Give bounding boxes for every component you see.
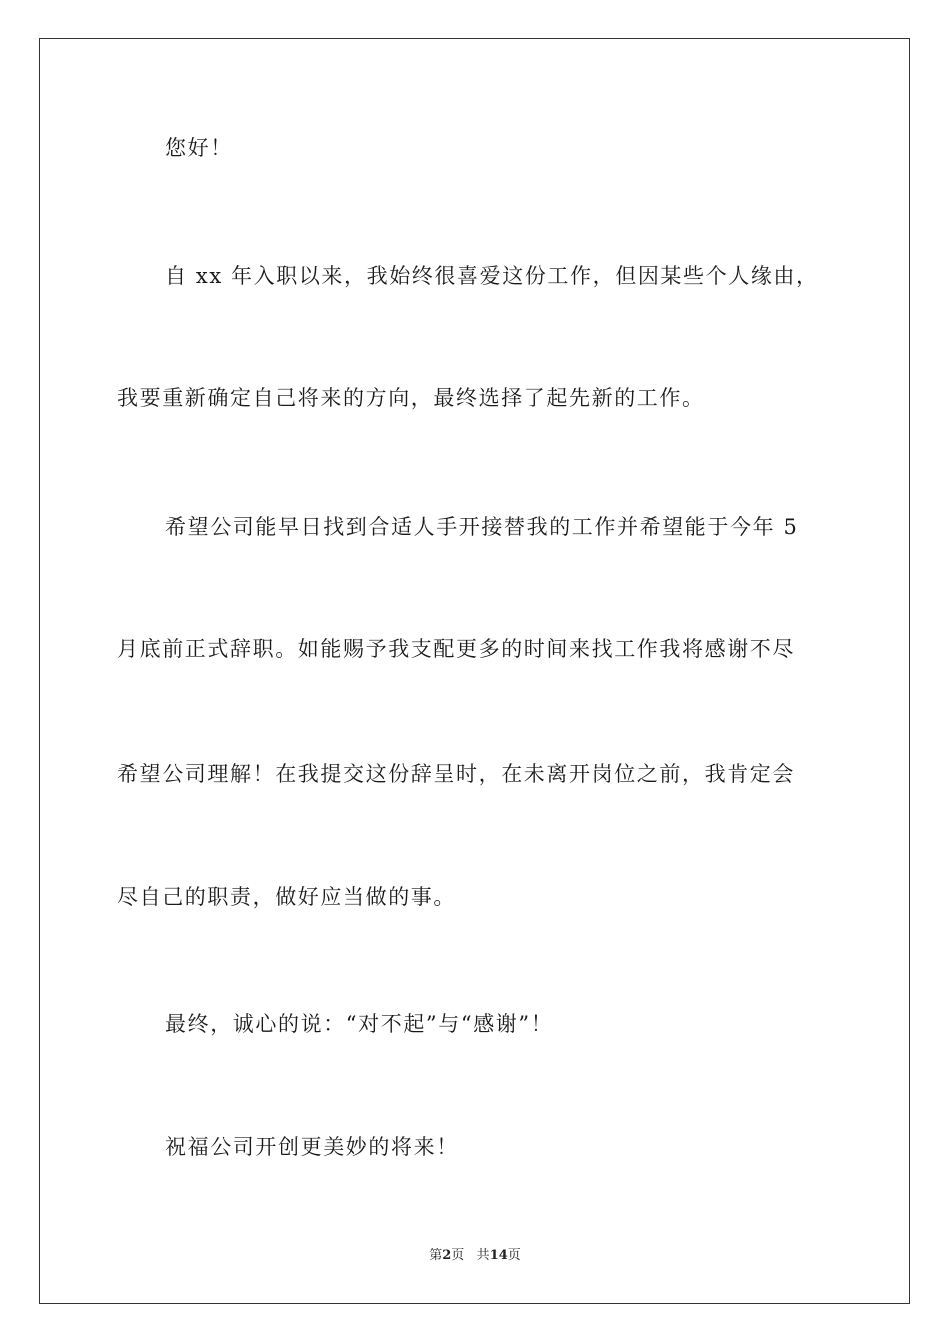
closing-line: 祝福公司开创更美妙的将来！ [165,1135,459,1159]
total-prefix: 共 [476,1248,490,1263]
page-border [39,38,910,1304]
page-footer [0,1247,950,1265]
paragraph-line: 自 xx 年入职以来，我始终很喜爱这份工作，但因某些个人缘由， [165,264,819,288]
total-suffix: 页 [507,1248,521,1263]
paragraph-line: 希望公司理解！在我提交这份辞呈时，在未离开岗位之前，我肯定会 [117,762,795,786]
paragraph-line: 月底前正式辞职。如能赐予我支配更多的时间来找工作我将感谢不尽 [117,637,795,661]
total-pages: 14 [489,1248,508,1263]
page-suffix: 页 [451,1248,465,1263]
paragraph-line: 尽自己的职责，做好应当做的事。 [117,885,456,909]
paragraph-line: 希望公司能早日找到合适人手开接替我的工作并希望能于今年 5 [165,515,799,539]
page-number: 2 [442,1248,452,1263]
paragraph-line: 最终，诚心的说：“对不起”与“感谢”！ [165,1012,554,1036]
greeting-text: 您好！ [165,136,233,160]
page-prefix: 第 [429,1248,443,1263]
paragraph-line: 我要重新确定自己将来的方向，最终选择了起先新的工作。 [117,386,705,410]
